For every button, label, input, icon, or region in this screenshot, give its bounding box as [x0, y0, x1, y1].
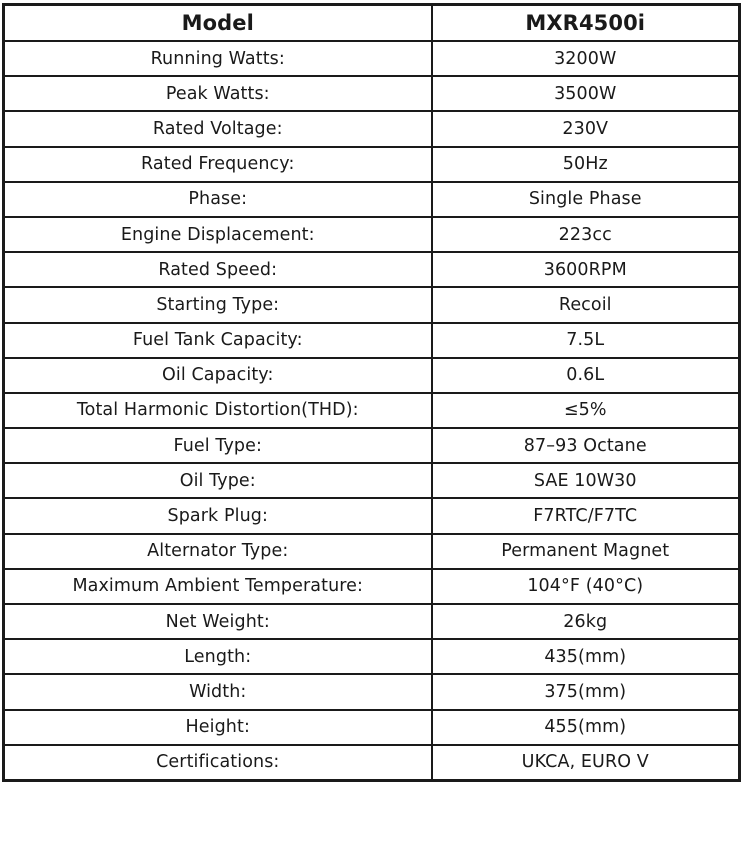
spec-value: 87–93 Octane — [432, 428, 740, 463]
spec-value: 104°F (40°C) — [432, 569, 740, 604]
spec-value: 3500W — [432, 76, 740, 111]
table-row — [4, 323, 740, 358]
spec-value: SAE 10W30 — [432, 463, 740, 498]
spec-label: Width: — [4, 674, 432, 709]
table-row — [4, 604, 740, 639]
spec-value: 3600RPM — [432, 252, 740, 287]
spec-value: 230V — [432, 111, 740, 146]
spec-label: Alternator Type: — [4, 534, 432, 569]
table-row — [4, 41, 740, 76]
spec-label: Length: — [4, 639, 432, 674]
spec-value: Single Phase — [432, 182, 740, 217]
table-row — [4, 76, 740, 111]
table-row — [4, 428, 740, 463]
spec-value: 3200W — [432, 41, 740, 76]
spec-label: Starting Type: — [4, 287, 432, 322]
spec-value: 455(mm) — [432, 710, 740, 745]
spec-label: Net Weight: — [4, 604, 432, 639]
spec-table — [2, 3, 741, 782]
spec-label: Certifications: — [4, 745, 432, 781]
table-row — [4, 745, 740, 781]
table-row — [4, 569, 740, 604]
spec-value: 50Hz — [432, 147, 740, 182]
table-row — [4, 393, 740, 428]
spec-label: Running Watts: — [4, 41, 432, 76]
table-row — [4, 252, 740, 287]
table-row — [4, 358, 740, 393]
spec-label: Fuel Tank Capacity: — [4, 323, 432, 358]
spec-label: Fuel Type: — [4, 428, 432, 463]
spec-value: 7.5L — [432, 323, 740, 358]
table-row — [4, 639, 740, 674]
spec-label: Height: — [4, 710, 432, 745]
spec-label: Rated Frequency: — [4, 147, 432, 182]
spec-label: Rated Voltage: — [4, 111, 432, 146]
spec-label: Spark Plug: — [4, 498, 432, 533]
header-model-value: MXR4500i — [432, 5, 740, 42]
table-row — [4, 182, 740, 217]
table-row — [4, 111, 740, 146]
table-row — [4, 498, 740, 533]
spec-label: Peak Watts: — [4, 76, 432, 111]
spec-value: 375(mm) — [432, 674, 740, 709]
spec-value: 26kg — [432, 604, 740, 639]
spec-value: 435(mm) — [432, 639, 740, 674]
spec-value: Permanent Magnet — [432, 534, 740, 569]
table-header-row — [4, 5, 740, 42]
table-row — [4, 674, 740, 709]
table-row — [4, 463, 740, 498]
spec-label: Oil Capacity: — [4, 358, 432, 393]
table-row — [4, 534, 740, 569]
spec-label: Maximum Ambient Temperature: — [4, 569, 432, 604]
spec-value: F7RTC/F7TC — [432, 498, 740, 533]
spec-value: Recoil — [432, 287, 740, 322]
spec-value: 223cc — [432, 217, 740, 252]
spec-label: Oil Type: — [4, 463, 432, 498]
spec-value: UKCA, EURO V — [432, 745, 740, 781]
table-row — [4, 287, 740, 322]
header-label: Model — [4, 5, 432, 42]
spec-label: Rated Speed: — [4, 252, 432, 287]
spec-value: 0.6L — [432, 358, 740, 393]
table-row — [4, 710, 740, 745]
spec-value: ≤5% — [432, 393, 740, 428]
spec-label: Engine Displacement: — [4, 217, 432, 252]
table-row — [4, 147, 740, 182]
spec-label: Phase: — [4, 182, 432, 217]
table-row — [4, 217, 740, 252]
spec-label: Total Harmonic Distortion(THD): — [4, 393, 432, 428]
